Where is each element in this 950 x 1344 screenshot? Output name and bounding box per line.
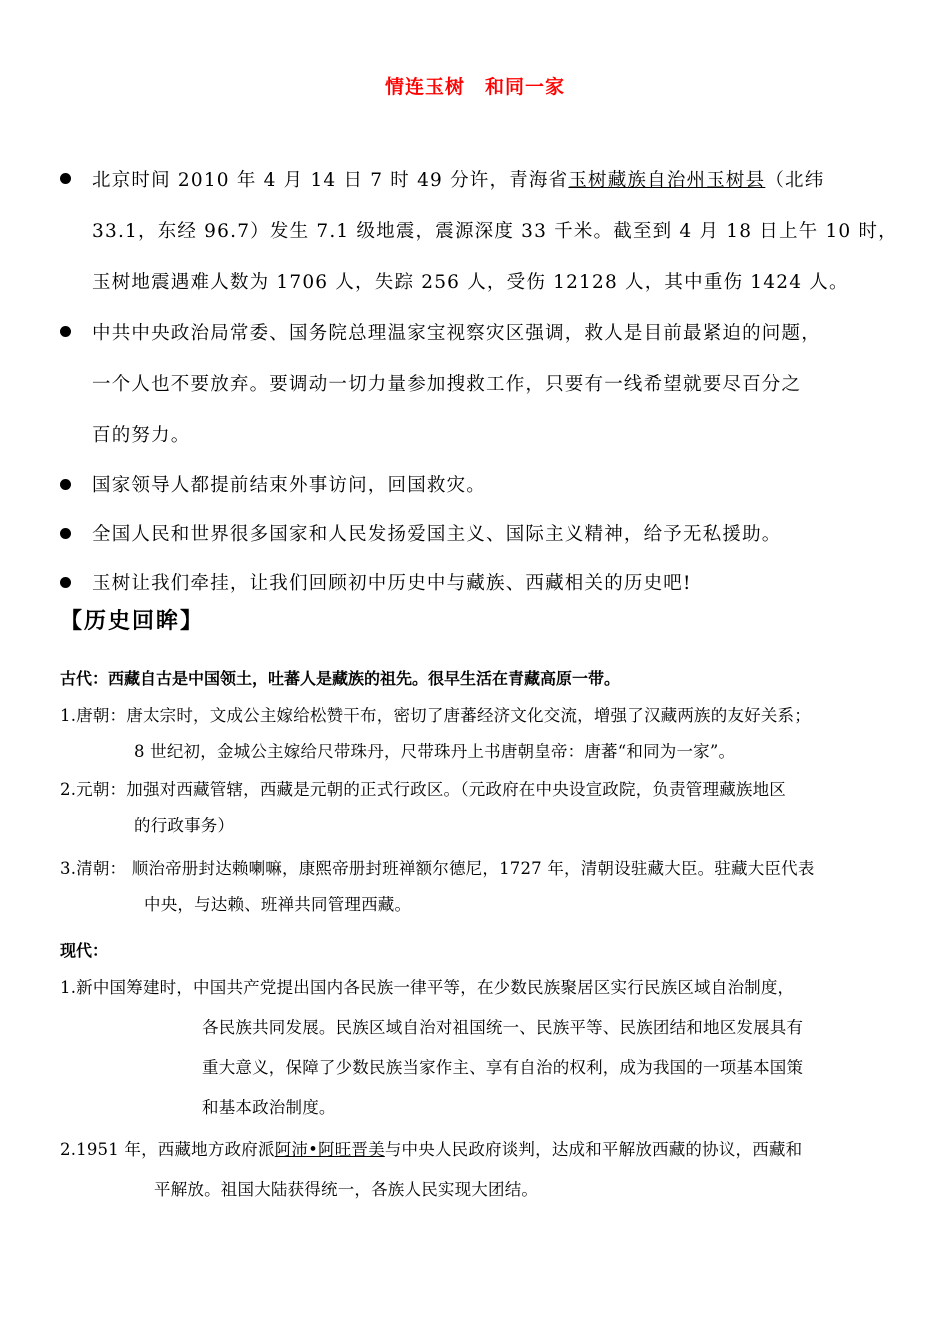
bullet-line: 玉树让我们牵挂，让我们回顾初中历史中与藏族、西藏相关的历史吧!: [92, 573, 692, 594]
bullet-item: [60, 308, 920, 461]
modern-item-2: 2.1951 年，西藏地方政府派阿沛•阿旺晋美与中央人民政府谈判，达成和平解放西藏的协议，西藏和 平解放。祖国大陆获得统一，各族人民实现大团结。: [60, 1140, 803, 1199]
ancient-item-tang: 1.唐朝：唐太宗时，文成公主嫁给松赞干布，密切了唐蕃经济文化交流，增强了汉藏两族的友好关系； 8 世纪初，金城公主嫁给尺带珠丹，尺带珠丹上书唐朝皇帝：唐蕃“和同为一家”。: [60, 706, 811, 761]
bullet-item: [60, 559, 920, 608]
bullet-line: 玉树地震遇难人数为 1706 人，失踪 256 人，受伤 12128 人，其中重伤 1424 人。: [92, 272, 849, 293]
bullet-line: 百的努力。: [92, 425, 191, 446]
ancient-heading: 古代：西藏自古是中国领土，吐蕃人是藏族的祖先。很早生活在青藏高原一带。: [60, 669, 621, 688]
bullet-item: [60, 510, 920, 559]
bullet-line: 北京时间 2010 年 4 月 14 日 7 时 49 分许，青海省玉树藏族自治州玉树县（北纬: [92, 170, 825, 191]
underlined-place: 玉树藏族自治州玉树县: [568, 170, 766, 191]
page-title: 情连玉树 和同一家: [384, 76, 565, 98]
bullet-dot-icon: [60, 326, 71, 337]
bullet-dot-icon: [60, 173, 71, 184]
bullet-dot-icon: [60, 528, 71, 539]
bullet-line: 国家领导人都提前结束外事访问，回国救灾。: [92, 475, 487, 496]
bullet-item: [60, 155, 920, 308]
bullet-line: 中共中央政治局常委、国务院总理温家宝视察灾区强调，救人是目前最紧迫的问题，: [92, 323, 821, 344]
ancient-item-qing: 3.清朝： 顺治帝册封达赖喇嘛，康熙帝册封班禅额尔德尼，1727 年，清朝设驻藏大臣。驻藏大臣代表 中央，与达赖、班禅共同管理西藏。: [60, 859, 815, 914]
section-heading: 【历史回眸】: [60, 609, 205, 634]
modern-item-1: 1.新中国筹建时，中国共产党提出国内各民族一律平等，在少数民族聚居区实行民族区域自治制度， 各民族共同发展。民族区域自治对祖国统一、民族平等、民族团结和地区发展具有 重大意义，保障了少数民族当家作主、享有自治的权利，成为我国的一项基本国策 和基本政治制度。: [60, 978, 804, 1117]
bullet-line: 33.1，东经 96.7）发生 7.1 级地震，震源深度 33 千米。截至到 4 月 18 日上午 10 时，: [92, 221, 898, 242]
bullet-dot-icon: [60, 577, 71, 588]
bullet-list: [60, 155, 920, 608]
bullet-dot-icon: [60, 479, 71, 490]
bullet-line: 一个人也不要放弃。要调动一切力量参加搜救工作，只要有一线希望就要尽百分之: [92, 374, 802, 395]
ancient-item-yuan: 2.元朝：加强对西藏管辖，西藏是元朝的正式行政区。（元政府在中央设宣政院，负责管理藏族地区 的行政事务）: [60, 780, 786, 835]
bullet-line: 全国人民和世界很多国家和人民发扬爱国主义、国际主义精神，给予无私援助。: [92, 524, 782, 545]
bullet-item: [60, 461, 920, 510]
modern-heading: 现代：: [60, 941, 109, 960]
underlined-name: 阿沛•阿旺晋美: [274, 1140, 385, 1159]
